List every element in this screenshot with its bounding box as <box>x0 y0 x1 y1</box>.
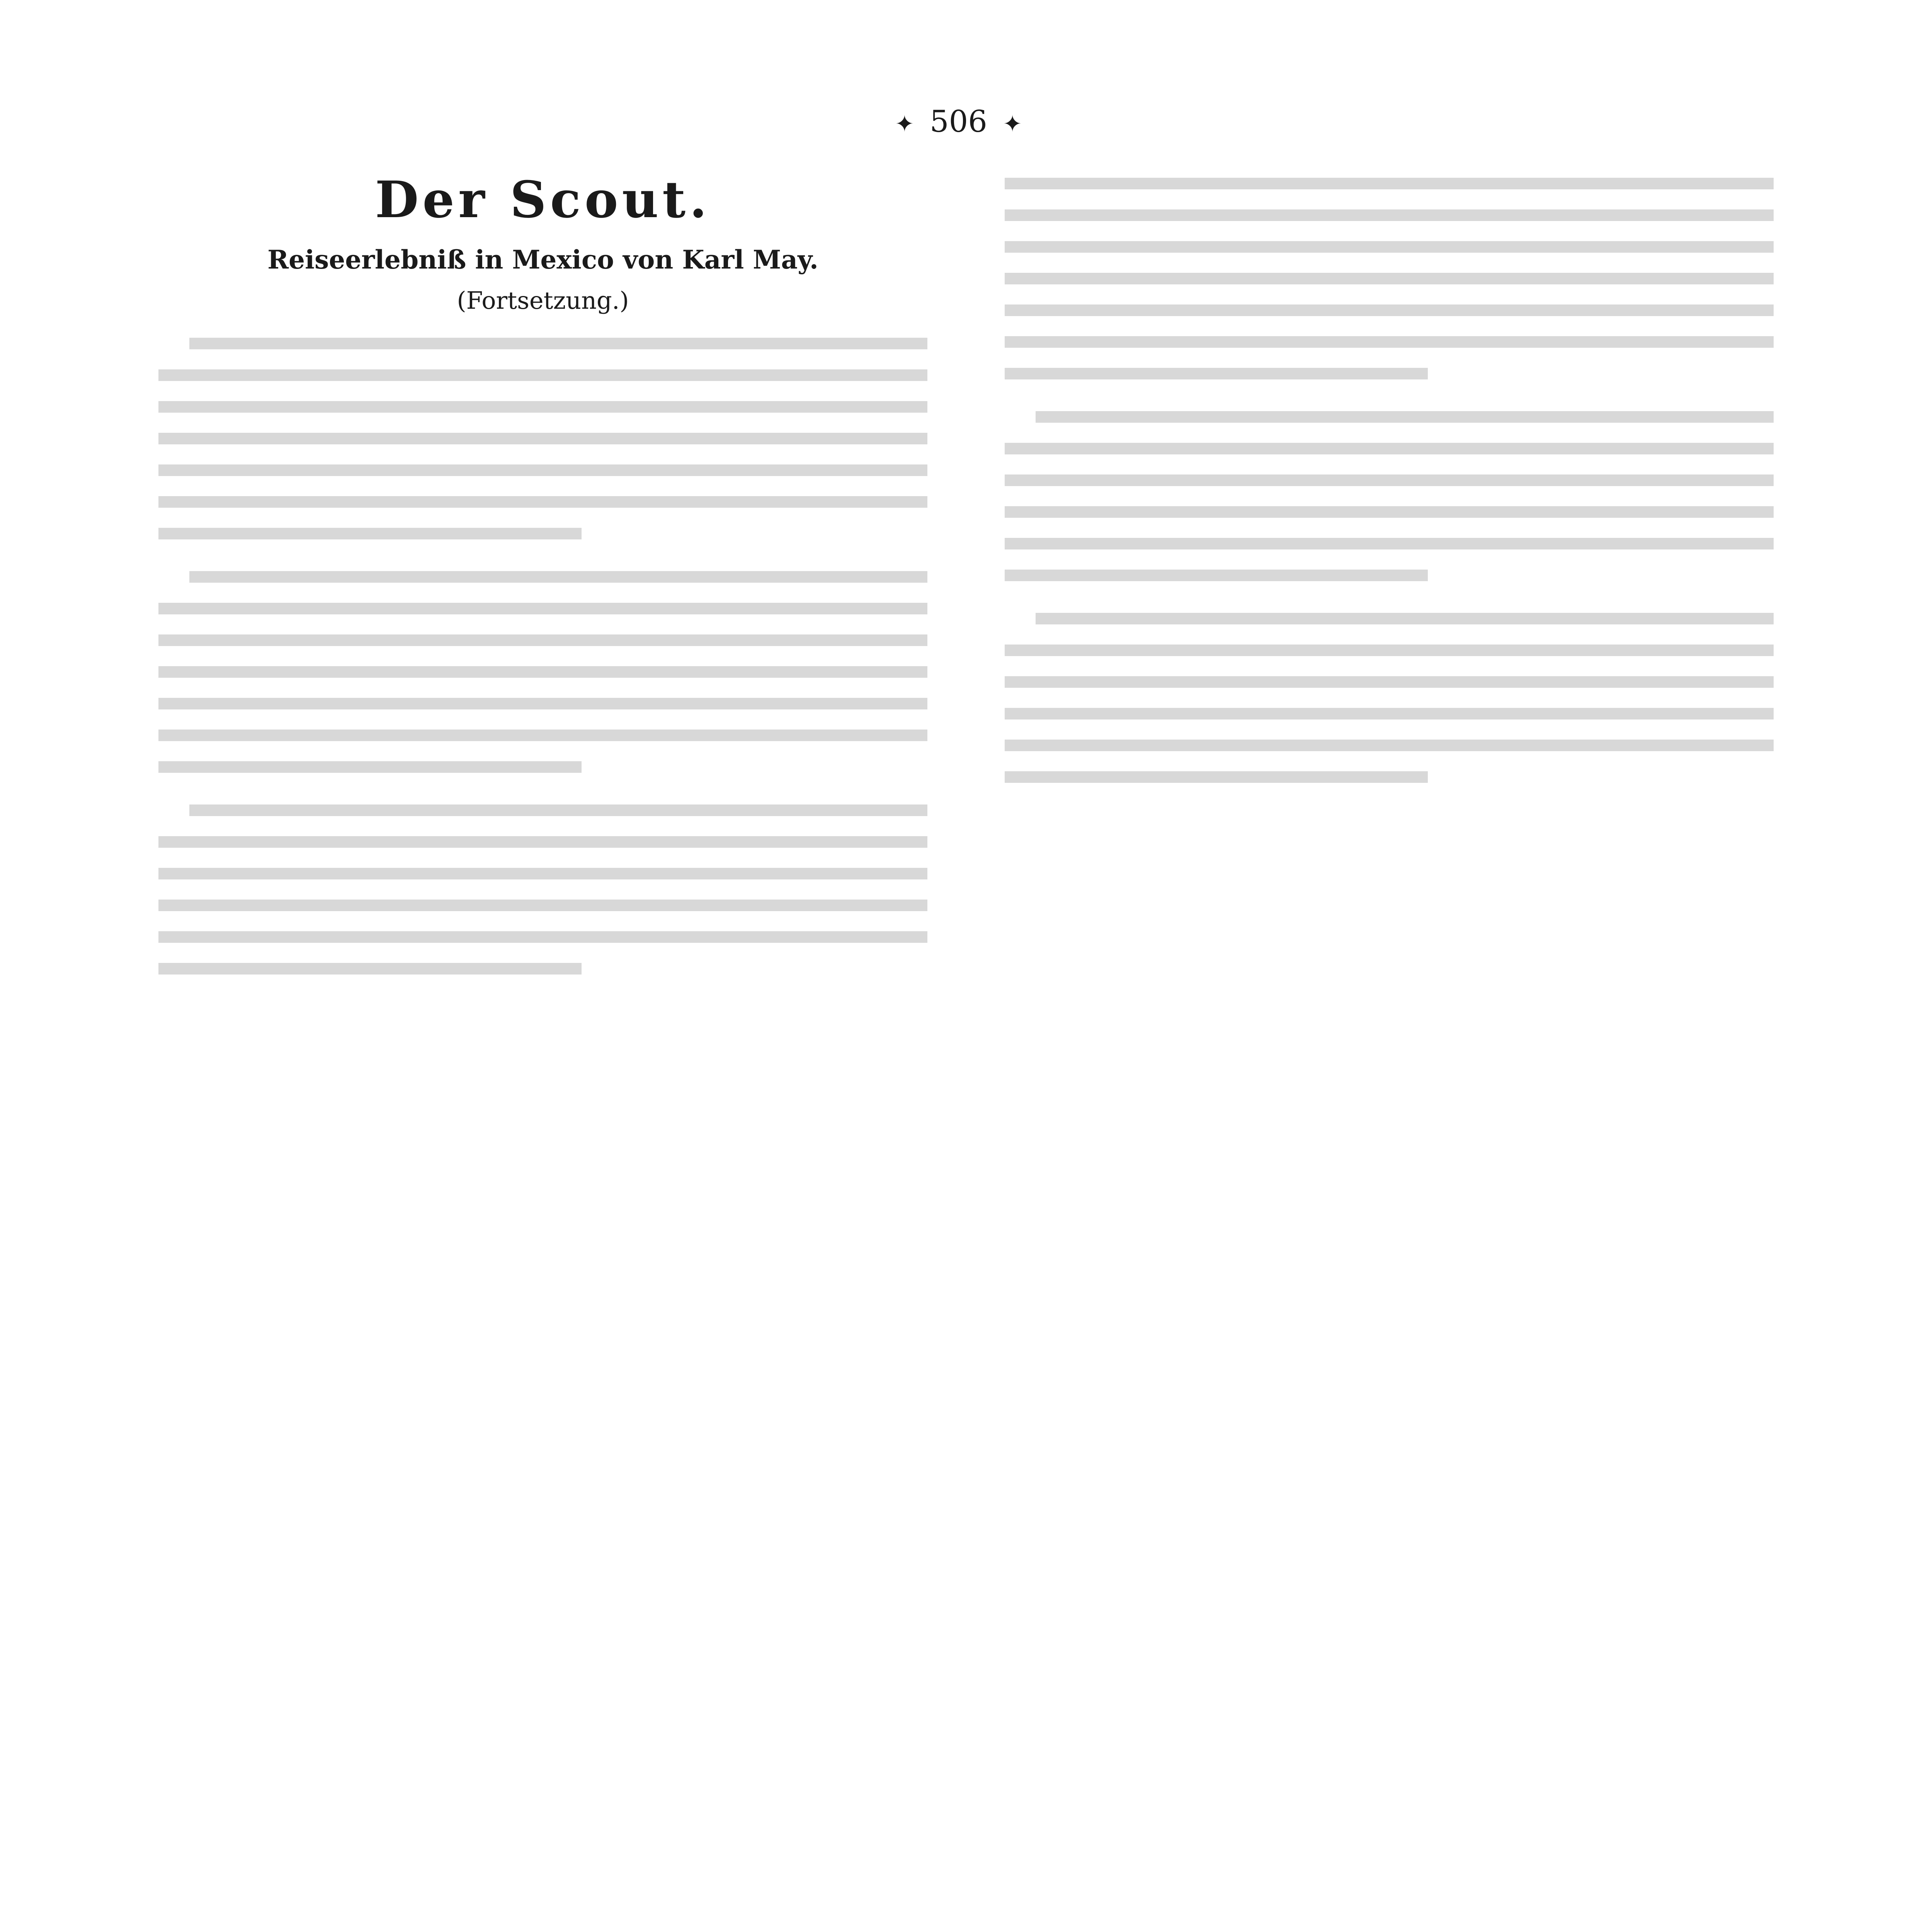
body-text-placeholder-right <box>1005 178 1774 783</box>
left-column <box>158 170 927 995</box>
article-title: Der Scout. <box>375 170 711 229</box>
page-header <box>0 104 1917 139</box>
ornament-right-icon: ✦ <box>1002 111 1022 138</box>
right-column <box>1005 178 1774 803</box>
ornament-left-icon: ✦ <box>895 111 915 138</box>
page-number: 506 <box>930 104 987 139</box>
article-subtitle: Reiseerlebniß in Mexico von Karl May. <box>267 245 818 275</box>
continuation-note: (Fortsetzung.) <box>457 286 629 315</box>
body-text-placeholder-left <box>158 338 927 975</box>
